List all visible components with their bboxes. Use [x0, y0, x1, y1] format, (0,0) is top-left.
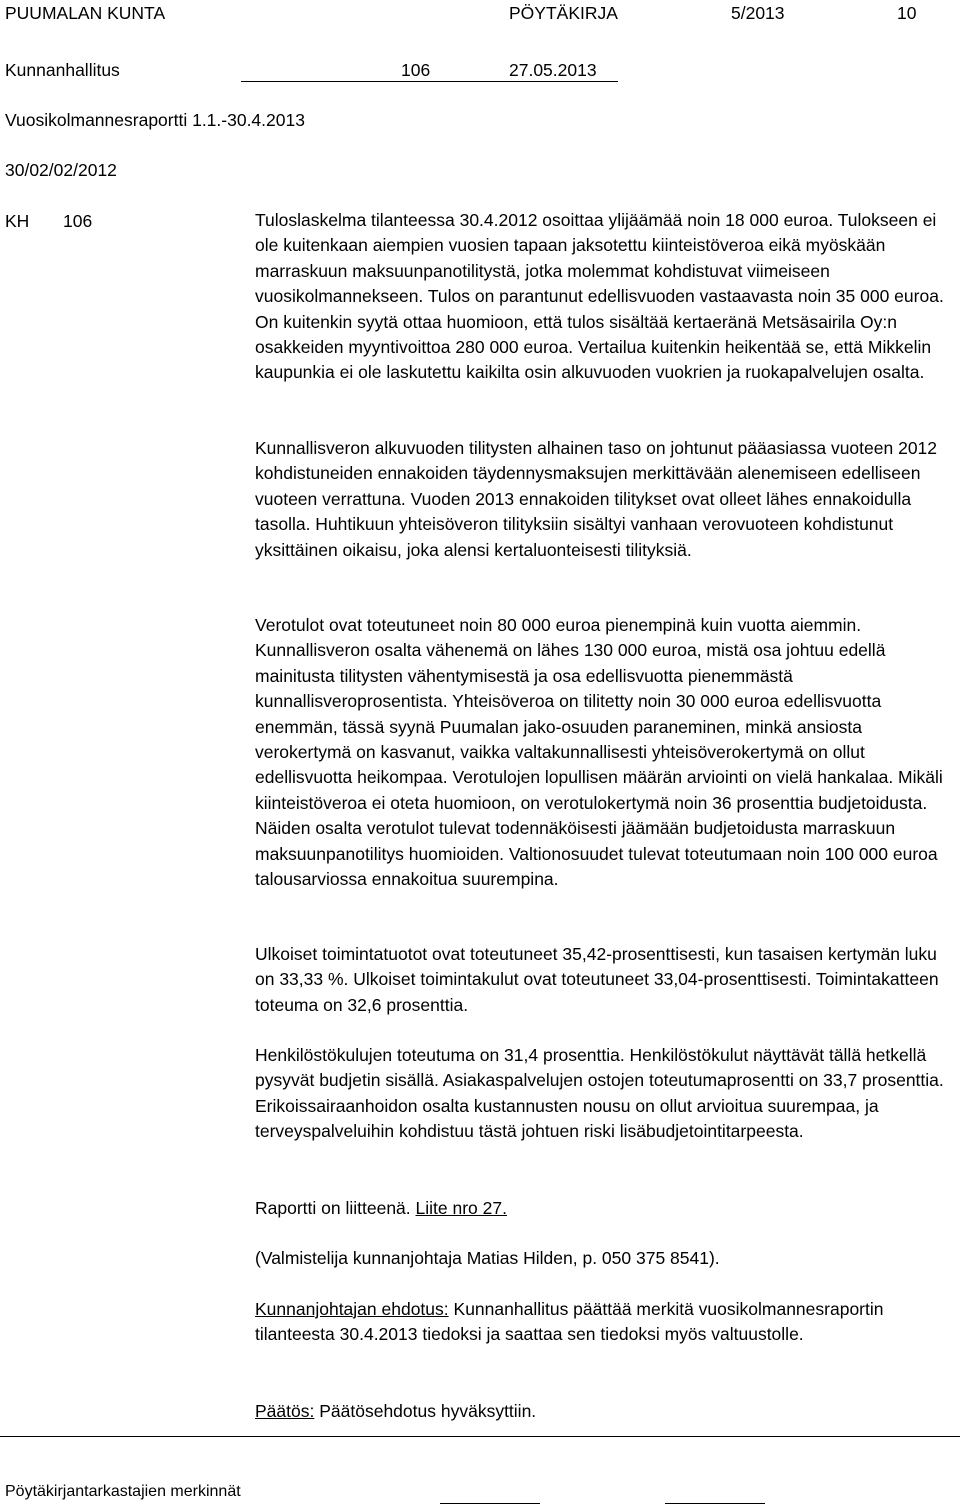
meeting-body: Kunnanhallitus [5, 60, 120, 80]
paragraph-operating-income [255, 942, 955, 1018]
reference-number: 30/02/02/2012 [5, 160, 117, 180]
preparer-text: (Valmistelija kunnanjohtaja Matias Hilden, p. 050 375 8541). [255, 1248, 720, 1268]
preparer-line [255, 1246, 955, 1271]
doc-type: PÖYTÄKIRJA [509, 3, 618, 23]
item-label: KH [5, 211, 30, 231]
paragraph-text: Tuloslaskelma tilanteessa 30.4.2012 osoittaa ylijäämää noin 18 000 euroa. Tulokseen ei ole kuitenkaan aiempien vuosien tapaan jaksotettu kiinteistöveroa eikä myöskään marraskuun maksuunpanotilitystä, jotka molemmat kohdistuvat viimeiseen vuosikolmannekseen. Tulos on parantunut edellisvuoden vastaavasta noin 35 000 euroa. On kuitenkin syytä ottaa huomioon, että tulos sisältää kertaeränä Metsäsairila Oy:n osakkeiden myyntivoittoa 280 000 euroa. Vertailua kuitenkin heikentää se, että Mikkelin kaupunkia ei ole laskutettu kaikilta osin alkuvuoden vuokrien ja ruokapalvelujen osalta. [255, 210, 944, 383]
paragraph-result [255, 208, 955, 386]
meeting-date: 27.05.2013 [509, 60, 597, 80]
proposal-label: Kunnanjohtajan ehdotus: [255, 1299, 449, 1319]
item-number: 106 [63, 211, 93, 231]
header-underline [241, 81, 618, 82]
signature-line-2 [665, 1503, 765, 1504]
proposal-text: Kunnanhallitus päättää merkitä vuosikolmannesraportin tilanteesta 30.4.2013 tiedoksi ja saattaa sen tiedoksi myös valtuustolle. [255, 1299, 884, 1345]
decision-text: Päätösehdotus hyväksyttiin. [319, 1401, 537, 1421]
attachment-text: Raportti on liitteenä. [255, 1198, 411, 1218]
footer-label: Pöytäkirjantarkastajien merkinnät [5, 1483, 241, 1500]
section-number: 106 [401, 60, 431, 80]
paragraph-tax-revenue [255, 613, 955, 892]
org-name: PUUMALAN KUNTA [5, 3, 166, 23]
attachment-link[interactable]: Liite nro 27. [415, 1198, 507, 1218]
paragraph-text: Ulkoiset toimintatuotot ovat toteutuneet 35,42-prosenttisesti, kun tasaisen kertymän luku on 33,33 %. Ulkoiset toimintakulut ovat toteutuneet 33,04-prosenttisesti. Toimintakatteen toteuma on 32,6 prosenttia. [255, 944, 939, 1015]
decision [255, 1399, 955, 1424]
decision-label: Päätös: [255, 1401, 315, 1421]
paragraph-text: Kunnallisveron alkuvuoden tilitysten alhainen taso on johtunut pääasiassa vuoteen 2012 kohdistuneiden ennakoiden täydennysmaksujen merkittävään alenemiseen edelliseen vuoteen verrattuna. Vuoden 2013 ennakoiden tilitykset ovat olleet lähes ennakoidulla tasolla. Huhtikuun yhteisöveron tilityksiin sisältyi vanhaan verovuoteen kohdistunut yksittäinen oikaisu, joka alensi kertaluonteisesti tilityksiä. [255, 438, 938, 560]
footer-divider [0, 1436, 960, 1437]
attachment-line [255, 1196, 955, 1221]
paragraph-text: Henkilöstökulujen toteutuma on 31,4 prosenttia. Henkilöstökulut näyttävät tällä hetkellä pysyvät budjetin sisällä. Asiakaspalvelujen ostojen toteutumaprosentti on 33,7 prosenttia. Erikoissairaanhoidon osalta kustannusten nousu on ollut arvioitua suurempaa, ja terveyspalveluihin kohdistuu tästä johtuen riski lisäbudjetointitarpeesta. [255, 1045, 944, 1142]
paragraph-personnel-costs [255, 1043, 955, 1145]
signature-line-1 [440, 1503, 540, 1504]
paragraph-municipal-tax [255, 436, 955, 563]
page-title: Vuosikolmannesraportti 1.1.-30.4.2013 [5, 110, 305, 130]
paragraph-text: Verotulot ovat toteutuneet noin 80 000 euroa pienempinä kuin vuotta aiemmin. Kunnallisveron osalta vähenemä on lähes 130 000 euroa, mistä osa johtuu edellä mainitusta tilitysten vähentymisestä ja osa edellisvuotta pienemmästä kunnallisveroprosentista. Yhteisöveroa on tilitetty noin 30 000 euroa edellisvuotta enemmän, tässä syynä Puumalan jako-osuuden paraneminen, minkä ansiosta verokertymä on kasvanut, vaikka valtakunnallisesti yhteisöverokertymä on ollut edellisvuotta heikompaa. Verotulojen lopullisen määrän arviointi on vielä hankalaa. Mikäli kiinteistöveroa ei oteta huomioon, on verotulokertymä noin 36 prosenttia budjetoidusta. Näiden osalta verotulot tulevat todennäköisesti jäämään budjetoidusta marraskuun maksuunpanotilitys huomioiden. Valtionosuudet tulevat toteutumaan noin 100 000 euroa talousarviossa ennakoitua suurempina. [255, 615, 943, 890]
doc-number: 5/2013 [731, 3, 785, 23]
page-number: 10 [897, 3, 917, 23]
proposal [255, 1297, 955, 1348]
